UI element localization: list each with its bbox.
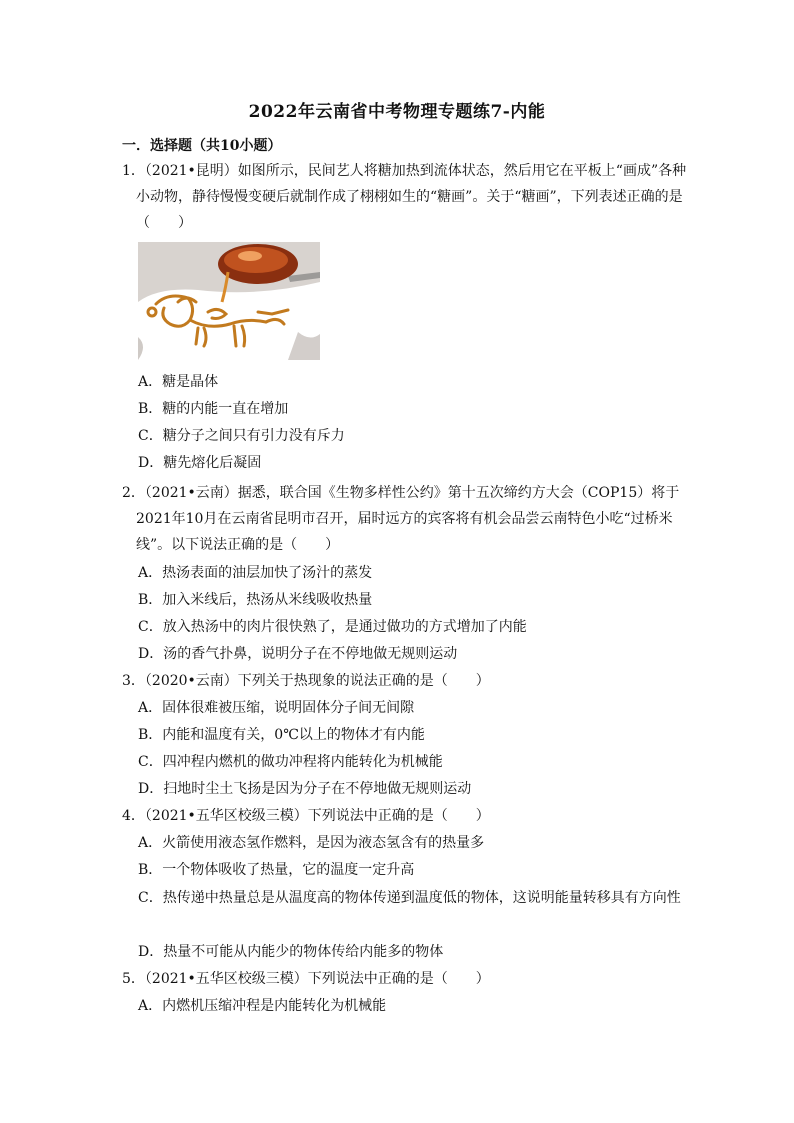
option: D．热量不可能从内能少的物体传给内能多的物体 — [138, 944, 444, 960]
question-number: 3． — [122, 673, 145, 689]
option: A．糖是晶体 — [138, 374, 219, 390]
option: A．固体很难被压缩，说明固体分子间无间隙 — [138, 700, 415, 716]
question-number: 5． — [122, 971, 145, 987]
option: D．汤的香气扑鼻，说明分子在不停地做无规则运动 — [138, 646, 458, 662]
question-1 — [122, 158, 696, 236]
option: B．加入米线后，热汤从米线吸收热量 — [138, 592, 373, 608]
option: A．内燃机压缩冲程是内能转化为机械能 — [138, 998, 387, 1014]
question-text: （2020•云南）下列关于热现象的说法正确的是（ ） — [144, 673, 490, 689]
question-text: （2021•昆明）如图所示，民间艺人将糖加热到流体状态，然后用它在平板上“画成”各种小动物，静待慢慢变硬后就制作成了栩栩如生的“糖画”。关于“糖画”，下列表述正确的是（ ） — [136, 163, 687, 231]
section-heading: 一．选择题（共10小题） — [122, 138, 282, 154]
question-text: （2021•五华区校级三模）下列说法中正确的是（ ） — [144, 971, 490, 987]
option: B．一个物体吸收了热量，它的温度一定升高 — [138, 862, 415, 878]
option: C．四冲程内燃机的做功冲程将内能转化为机械能 — [138, 754, 443, 770]
question-2 — [122, 480, 696, 558]
page-title: 2022年云南省中考物理专题练7-内能 — [248, 102, 546, 122]
option: B．糖的内能一直在增加 — [138, 401, 289, 417]
question-4 — [122, 803, 696, 829]
option: A．火箭使用液态氢作燃料，是因为液态氢含有的热量多 — [138, 835, 485, 851]
question-number: 2． — [122, 485, 145, 501]
option: C．放入热汤中的肉片很快熟了，是通过做功的方式增加了内能 — [138, 619, 527, 635]
question-5 — [122, 966, 696, 992]
question-number: 4． — [122, 808, 145, 824]
option: D．糖先熔化后凝固 — [138, 455, 262, 471]
question-text: （2021•五华区校级三模）下列说法中正确的是（ ） — [144, 808, 490, 824]
option: C．糖分子之间只有引力没有斥力 — [138, 428, 345, 444]
option: D．扫地时尘土飞扬是因为分子在不停地做无规则运动 — [138, 781, 472, 797]
question-3 — [122, 668, 696, 694]
question-number: 1． — [122, 163, 145, 179]
option: A．热汤表面的油层加快了汤汁的蒸发 — [138, 565, 373, 581]
option: C．热传递中热量总是从温度高的物体传递到温度低的物体，这说明能量转移具有方向性 — [138, 890, 681, 906]
sugar-painting-figure — [138, 242, 320, 360]
option: B．内能和温度有关，0℃以上的物体才有内能 — [138, 727, 425, 743]
question-text: （2021•云南）据悉，联合国《生物多样性公约》第十五次缔约方大会（COP15）将于2021年10月在云南省昆明市召开，届时远方的宾客将有机会品尝云南特色小吃“过桥米线”。以下说法正确的是（ ） — [136, 485, 680, 553]
